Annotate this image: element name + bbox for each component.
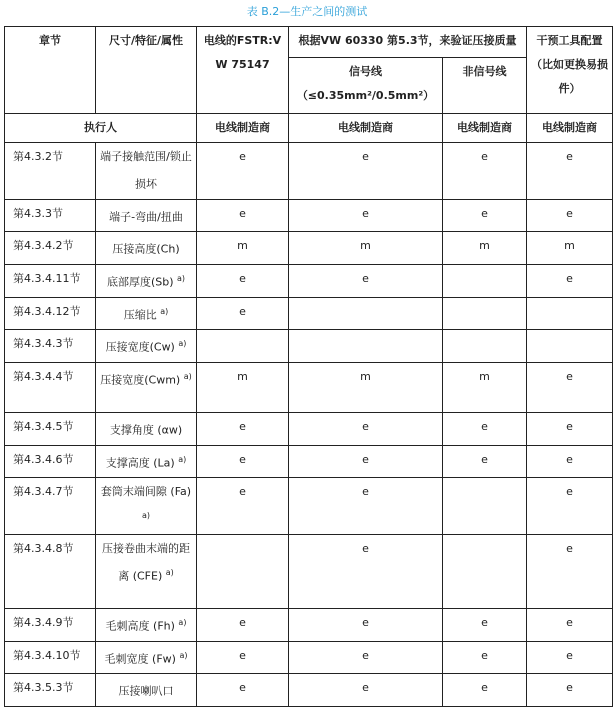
value-cell: e bbox=[289, 641, 443, 674]
table-row bbox=[5, 478, 613, 535]
dimension-text: 压接高度(Ch) bbox=[112, 242, 180, 256]
value-cell: e bbox=[527, 143, 613, 200]
dimension-text: 毛刺宽度 (Fw) bbox=[104, 652, 176, 666]
value-cell bbox=[197, 330, 289, 363]
value-cell bbox=[197, 534, 289, 608]
value-cell: e bbox=[197, 478, 289, 535]
value-cell: e bbox=[197, 608, 289, 641]
chapter-cell: 第4.3.4.4节 bbox=[5, 362, 96, 412]
chapter-cell: 第4.3.4.6节 bbox=[5, 445, 96, 478]
value-cell: e bbox=[527, 412, 613, 445]
table-row bbox=[5, 232, 613, 265]
value-cell bbox=[443, 297, 527, 330]
dimension-text: 毛刺高度 (Fh) bbox=[105, 619, 175, 633]
footnote-mark: a) bbox=[183, 371, 192, 381]
dimension-cell bbox=[96, 297, 197, 330]
dimension-cell bbox=[96, 143, 197, 200]
value-cell: e bbox=[443, 641, 527, 674]
value-cell: e bbox=[197, 199, 289, 232]
value-cell: e bbox=[443, 412, 527, 445]
value-cell: m bbox=[443, 362, 527, 412]
table-row bbox=[5, 143, 613, 200]
table-row bbox=[5, 297, 613, 330]
header-signal: 信号线（≤0.35mm²/0.5mm²） bbox=[289, 58, 443, 114]
dimension-cell bbox=[96, 264, 197, 297]
value-cell: e bbox=[443, 608, 527, 641]
chapter-cell: 第4.3.4.8节 bbox=[5, 534, 96, 608]
header-nonsignal: 非信号线 bbox=[443, 58, 527, 114]
footnote-mark: a) bbox=[177, 273, 186, 283]
dimension-cell bbox=[96, 412, 197, 445]
value-cell: e bbox=[443, 199, 527, 232]
value-cell: e bbox=[197, 297, 289, 330]
table-row bbox=[5, 199, 613, 232]
value-cell bbox=[443, 330, 527, 363]
value-cell bbox=[443, 478, 527, 535]
value-cell: e bbox=[289, 445, 443, 478]
value-cell: e bbox=[289, 143, 443, 200]
value-cell: e bbox=[197, 674, 289, 707]
value-cell bbox=[527, 297, 613, 330]
value-cell: e bbox=[527, 534, 613, 608]
value-cell: e bbox=[197, 412, 289, 445]
dimension-cell bbox=[96, 608, 197, 641]
dimension-cell bbox=[96, 232, 197, 265]
value-cell: e bbox=[527, 641, 613, 674]
dimension-cell bbox=[96, 641, 197, 674]
dimension-text: 压接喇叭口 bbox=[118, 684, 174, 698]
value-cell: m bbox=[197, 232, 289, 265]
value-cell: e bbox=[527, 478, 613, 535]
value-cell: e bbox=[289, 264, 443, 297]
value-cell: e bbox=[527, 199, 613, 232]
value-cell: e bbox=[197, 264, 289, 297]
value-cell: e bbox=[443, 143, 527, 200]
dimension-text: 支撑角度 (αw) bbox=[109, 423, 183, 437]
dimension-cell bbox=[96, 534, 197, 608]
dimension-cell bbox=[96, 199, 197, 232]
value-cell: e bbox=[527, 674, 613, 707]
test-table bbox=[4, 26, 613, 707]
dimension-cell bbox=[96, 330, 197, 363]
chapter-cell: 第4.3.4.10节 bbox=[5, 641, 96, 674]
value-cell: m bbox=[289, 362, 443, 412]
table-row bbox=[5, 445, 613, 478]
value-cell bbox=[443, 264, 527, 297]
value-cell: e bbox=[527, 608, 613, 641]
value-cell: e bbox=[289, 412, 443, 445]
dimension-text: 底部厚度(Sb) bbox=[106, 275, 174, 289]
chapter-cell: 第4.3.4.7节 bbox=[5, 478, 96, 535]
dimension-text: 压接卷曲末端的距离 (CFE) bbox=[102, 541, 190, 583]
footnote-mark: a) bbox=[165, 567, 174, 577]
dimension-text: 压接宽度(Cwm) bbox=[100, 373, 181, 387]
footnote-mark: a) bbox=[160, 306, 169, 316]
chapter-cell: 第4.3.4.3节 bbox=[5, 330, 96, 363]
value-cell: e bbox=[289, 478, 443, 535]
chapter-cell: 第4.3.5.3节 bbox=[5, 674, 96, 707]
chapter-cell: 第4.3.4.5节 bbox=[5, 412, 96, 445]
dimension-text: 支撑高度 (La) bbox=[105, 456, 175, 470]
table-row bbox=[5, 534, 613, 608]
dimension-cell bbox=[96, 362, 197, 412]
value-cell: e bbox=[527, 445, 613, 478]
header-chapter: 章节 bbox=[5, 27, 96, 114]
chapter-cell: 第4.3.4.11节 bbox=[5, 264, 96, 297]
chapter-cell: 第4.3.2节 bbox=[5, 143, 96, 200]
table-row bbox=[5, 641, 613, 674]
dimension-cell bbox=[96, 478, 197, 535]
header-vw: 根据VW 60330 第5.3节，来验证压接质量 bbox=[289, 27, 527, 58]
table-row bbox=[5, 608, 613, 641]
chapter-cell: 第4.3.4.9节 bbox=[5, 608, 96, 641]
header-executor: 执行人 bbox=[5, 114, 197, 143]
table-row bbox=[5, 330, 613, 363]
value-cell: e bbox=[443, 674, 527, 707]
footnote-mark: a) bbox=[141, 511, 151, 521]
value-cell: e bbox=[527, 362, 613, 412]
value-cell: e bbox=[527, 264, 613, 297]
executor-maker: 电线制造商 bbox=[443, 114, 527, 143]
chapter-cell: 第4.3.4.2节 bbox=[5, 232, 96, 265]
value-cell: e bbox=[443, 445, 527, 478]
dimension-text: 端子-弯曲/扭曲 bbox=[109, 210, 183, 224]
executor-maker: 电线制造商 bbox=[289, 114, 443, 143]
header-dimension: 尺寸/特征/属性 bbox=[96, 27, 197, 114]
table-row bbox=[5, 362, 613, 412]
value-cell: e bbox=[197, 445, 289, 478]
table-row bbox=[5, 264, 613, 297]
chapter-cell: 第4.3.4.12节 bbox=[5, 297, 96, 330]
dimension-text: 套筒末端间隙 (Fa) bbox=[100, 485, 192, 499]
dimension-cell bbox=[96, 445, 197, 478]
footnote-mark: a) bbox=[178, 617, 187, 627]
value-cell: m bbox=[197, 362, 289, 412]
footnote-mark: a) bbox=[178, 454, 187, 464]
value-cell: e bbox=[289, 199, 443, 232]
dimension-text: 端子接触范围/锁止损坏 bbox=[100, 150, 192, 191]
value-cell bbox=[289, 297, 443, 330]
value-cell: e bbox=[197, 143, 289, 200]
value-cell: e bbox=[289, 674, 443, 707]
executor-maker: 电线制造商 bbox=[197, 114, 289, 143]
value-cell: e bbox=[289, 608, 443, 641]
table-row bbox=[5, 412, 613, 445]
value-cell: m bbox=[527, 232, 613, 265]
dimension-text: 压缩比 bbox=[123, 308, 157, 322]
value-cell: e bbox=[197, 641, 289, 674]
header-fstr: 电线的FSTR:VW 75147 bbox=[197, 27, 289, 114]
value-cell bbox=[443, 534, 527, 608]
value-cell: m bbox=[443, 232, 527, 265]
dimension-text: 压接宽度(Cw) bbox=[105, 340, 175, 354]
header-tool: 干预工具配置（比如更换易损件） bbox=[527, 27, 613, 114]
table-row bbox=[5, 674, 613, 707]
value-cell bbox=[527, 330, 613, 363]
table-title: 表 B.2—生产之间的测试 bbox=[246, 5, 368, 18]
value-cell: e bbox=[289, 534, 443, 608]
chapter-cell: 第4.3.3节 bbox=[5, 199, 96, 232]
value-cell bbox=[289, 330, 443, 363]
dimension-cell bbox=[96, 674, 197, 707]
value-cell: m bbox=[289, 232, 443, 265]
footnote-mark: a) bbox=[178, 339, 187, 349]
executor-maker: 电线制造商 bbox=[527, 114, 613, 143]
footnote-mark: a) bbox=[179, 650, 188, 660]
